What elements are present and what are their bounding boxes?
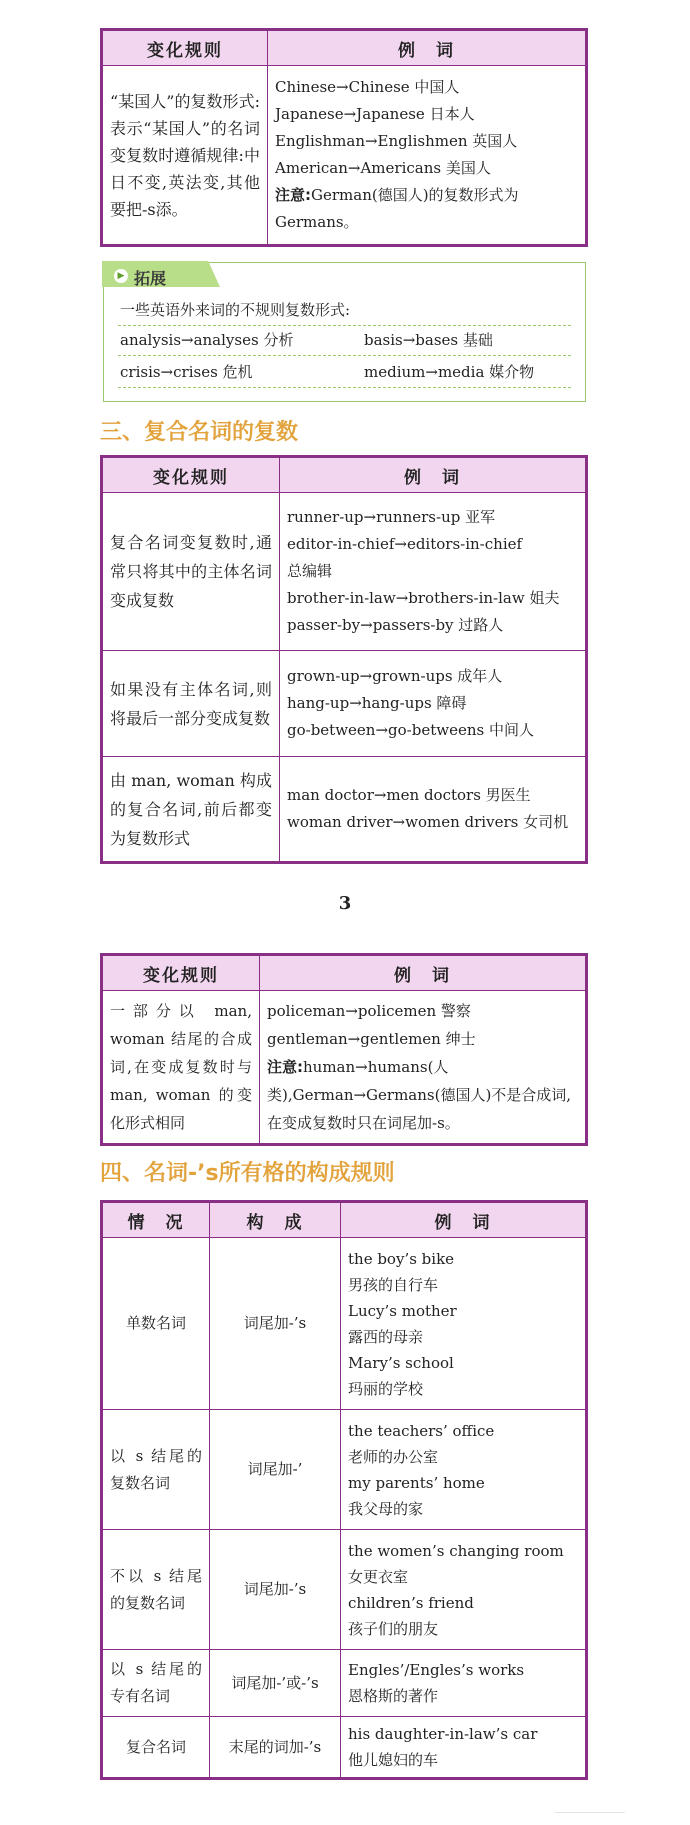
compound-noun-plural-table [100, 455, 588, 864]
example-line: editor-in-chief→editors-in-chief [287, 535, 523, 553]
nationality-plural-table [100, 28, 588, 247]
col-header-examples: 例 词 [280, 457, 587, 493]
examples-cell [341, 1530, 587, 1650]
watermark [555, 1812, 625, 1823]
example-line: 恩格斯的著作 [348, 1687, 439, 1705]
section-heading-compound-plural: 三、复合名词的复数 [100, 420, 299, 445]
example-line: brother-in-law→brothers-in-law 姐夫 [287, 589, 560, 607]
possessive-rules-table [100, 1200, 588, 1780]
form-cell: 词尾加-’s [210, 1530, 341, 1650]
examples-cell [280, 757, 587, 863]
form-cell: 词尾加-’或-’s [210, 1650, 341, 1717]
example-line: Lucy’s mother [348, 1301, 457, 1320]
col-header-rule: 变化规则 [102, 30, 268, 66]
example-line: 老师的办公室 [348, 1447, 439, 1466]
examples-cell [341, 1238, 587, 1410]
dashed-divider [118, 355, 571, 356]
extension-item: medium→media 媒介物 [364, 363, 535, 381]
example-line: 我父母的家 [348, 1499, 424, 1518]
case-cell: 不以 s 结尾的复数名词 [102, 1530, 210, 1650]
example-line: woman driver→women drivers 女司机 [287, 813, 569, 831]
note-line [275, 182, 578, 236]
case-cell: 以 s 结尾的复数名词 [102, 1410, 210, 1530]
example-line: 孩子们的朋友 [348, 1619, 439, 1638]
example-line: his daughter-in-law’s car [348, 1725, 538, 1743]
section-heading-possessive: 四、名词-’s所有格的构成规则 [100, 1161, 395, 1186]
rule-cell: 由 man, woman 构成的复合名词,前后都变为复数形式 [102, 757, 280, 863]
example-line: 女更衣室 [348, 1567, 409, 1586]
example-line: man doctor→men doctors 男医生 [287, 786, 531, 804]
page-number: 3 [338, 893, 352, 914]
example-line: Japanese→Japanese 日本人 [275, 105, 475, 123]
example-line: the boy’s bike [348, 1249, 455, 1268]
form-cell: 末尾的词加-’s [210, 1717, 341, 1779]
example-line: 男孩的自行车 [348, 1275, 439, 1294]
extension-item: basis→bases 基础 [364, 331, 493, 349]
example-line: passer-by→passers-by 过路人 [287, 616, 504, 634]
rule-cell: 如果没有主体名词,则将最后一部分变成复数 [102, 651, 280, 757]
examples-cell [260, 991, 587, 1145]
rule-cell: 复合名词变复数时,通常只将其中的主体名词变成复数 [102, 493, 280, 651]
example-line: Englishman→Englishmen 英国人 [275, 132, 518, 150]
example-line: Chinese→Chinese 中国人 [275, 78, 460, 96]
extension-box [103, 262, 586, 402]
example-line: Engles’/Engles’s works [348, 1661, 525, 1679]
note-line [267, 1053, 578, 1137]
example-line: 玛丽的学校 [348, 1379, 424, 1398]
example-line: Mary’s school [348, 1353, 454, 1372]
col-header-examples: 例 词 [260, 955, 587, 991]
rule-cell: 一部分以 man, woman 结尾的合成词,在变成复数时与 man, woman 的变化形式相同 [102, 991, 260, 1145]
col-header-rule: 变化规则 [102, 457, 280, 493]
example-line: my parents’ home [348, 1473, 485, 1492]
extension-intro: 一些英语外来词的不规则复数形式: [120, 301, 351, 319]
play-circle-icon: ▶ [114, 269, 128, 283]
extension-item: crisis→crises 危机 [120, 363, 253, 381]
example-line: runner-up→runners-up 亚军 [287, 508, 496, 526]
extension-item: analysis→analyses 分析 [120, 331, 294, 349]
example-line: the women’s changing room [348, 1541, 564, 1560]
col-header-case: 情 况 [102, 1202, 210, 1238]
col-header-examples: 例 词 [341, 1202, 587, 1238]
example-line: 总编辑 [287, 562, 333, 580]
examples-cell [341, 1717, 587, 1779]
example-line: American→Americans 美国人 [275, 159, 491, 177]
example-line: hang-up→hang-ups 障碍 [287, 694, 467, 712]
example-line: 他儿媳妇的车 [348, 1751, 439, 1769]
extension-title: 拓展 [134, 269, 167, 288]
form-cell: 词尾加-’ [210, 1410, 341, 1530]
note-text: human→humans(人类),German→Germans(德国人)不是合成词,在变成复数时只在词尾加-s。 [267, 1058, 572, 1132]
examples-cell [341, 1410, 587, 1530]
dashed-divider [118, 325, 571, 326]
examples-cell [280, 651, 587, 757]
examples-cell [280, 493, 587, 651]
note-label: 注意: [267, 1058, 303, 1076]
note-text: German(德国人)的复数形式为Germans。 [275, 186, 519, 231]
examples-cell [341, 1650, 587, 1717]
example-line: 露西的母亲 [348, 1327, 424, 1346]
dashed-divider [118, 387, 571, 388]
col-header-rule: 变化规则 [102, 955, 260, 991]
example-line: the teachers’ office [348, 1421, 495, 1440]
example-line: children’s friend [348, 1593, 474, 1612]
example-line: policeman→policemen 警察 [267, 1002, 471, 1020]
form-cell: 词尾加-’s [210, 1238, 341, 1410]
example-line: grown-up→grown-ups 成年人 [287, 667, 503, 685]
example-line: gentleman→gentlemen 绅士 [267, 1030, 476, 1048]
example-line: go-between→go-betweens 中间人 [287, 721, 534, 739]
case-cell: 以 s 结尾的专有名词 [102, 1650, 210, 1717]
col-header-form: 构 成 [210, 1202, 341, 1238]
rule-cell: “某国人”的复数形式:表示“某国人”的名词变复数时遵循规律:中日不变,英法变,其他要把-s添。 [102, 66, 268, 246]
examples-cell [268, 66, 587, 246]
case-cell: 复合名词 [102, 1717, 210, 1779]
case-cell: 单数名词 [102, 1238, 210, 1410]
note-label: 注意: [275, 186, 311, 204]
col-header-examples: 例 词 [268, 30, 587, 66]
man-woman-compound-table [100, 953, 588, 1146]
